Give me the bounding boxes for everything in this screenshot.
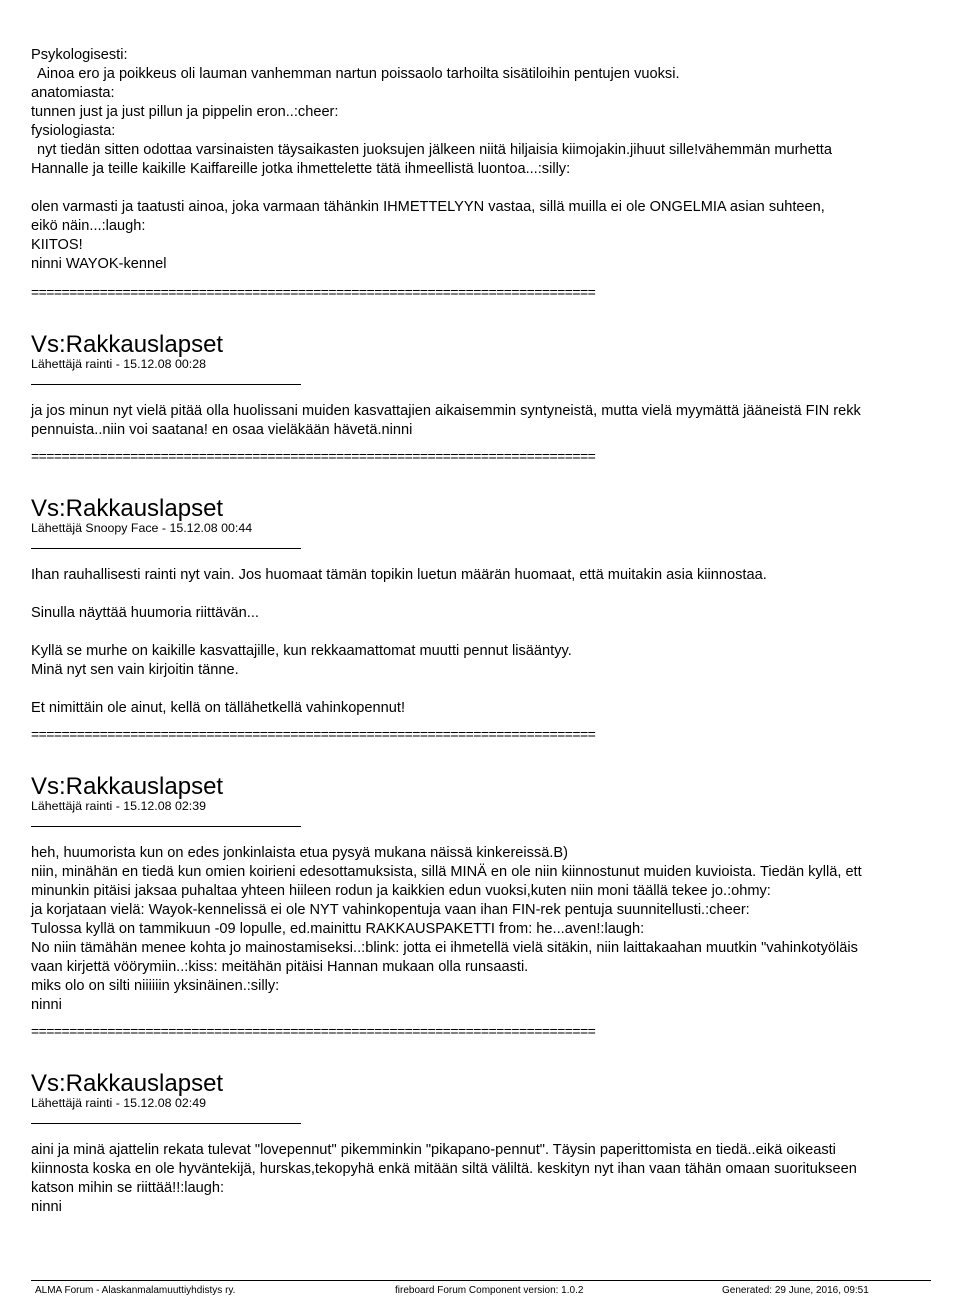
text-line: aini ja minä ajattelin rekata tulevat "lovepennut" pikemminkin "pikapano-pennut". Täysin paperittomista en tiedä..eikä oikeasti (31, 1142, 836, 1158)
text-line: Minä nyt sen vain kirjoitin tänne. (31, 662, 239, 678)
post-body (31, 566, 960, 718)
intro-post-body (31, 46, 960, 274)
text-line: nyt tiedän sitten odottaa varsinaisten täysaikasten juoksujen jälkeen niitä hiljaisia kiimojakin.jihuut sille!vähemmän murhetta (37, 142, 832, 158)
forum-post (31, 331, 960, 440)
text-line: Ainoa ero ja poikkeus oli lauman vanhemman nartun poissaolo tarhoilta sisätiloihin pentujen vuoksi. (37, 66, 680, 82)
blank-line (31, 179, 960, 198)
text-line: ninni (31, 1199, 62, 1215)
text-line: No niin tämähän menee kohta jo mainostamiseksi..:blink: jotta ei ihmetellä vielä sitäkin, niin laittakaahan muutkin "vahinkotyöläis (31, 940, 858, 956)
text-line: kiinnosta koska en ole hyväntekijä, hurskas,tekopyhä enkä mitään siltä väliltä. keskityn nyt ihan vaan tähän omaan suoritukseen (31, 1161, 857, 1177)
text-line: ja korjataan vielä: Wayok-kennelissä ei ole NYT vahinkopentuja vaan ihan FIN-rek pentuja suunnitellusti.:cheer: (31, 902, 750, 918)
text-line: Ihan rauhallisesti rainti nyt vain. Jos huomaat tämän topikin luetun määrän huomaat, että muitakin asia kiinnostaa. (31, 567, 767, 583)
text-line: heh, huumorista kun on edes jonkinlaista etua pysyä mukana näissä kinkereissä.B) (31, 845, 569, 861)
text-line: niin, minähän en tiedä kun omien koirieni edesottamuksista, sillä MINÄ en ole niin kiinnostunut muiden kuvioista. Tiedän kyllä, ett (31, 864, 862, 880)
text-line: miks olo on silti niiiiiin yksinäinen.:silly: (31, 978, 280, 994)
post-title: Vs:Rakkauslapset (31, 773, 224, 800)
post-title-rule (31, 1123, 301, 1124)
forum-post (31, 773, 960, 1015)
post-body (31, 844, 960, 1015)
blank-line (31, 585, 960, 604)
footer-component-version: fireboard Forum Component version: 1.0.2 (395, 1285, 584, 1296)
text-line: eikö näin...:laugh: (31, 218, 146, 234)
post-body (31, 1141, 960, 1217)
forum-post (31, 1070, 960, 1217)
post-title: Vs:Rakkauslapset (31, 1070, 224, 1097)
post-separator: ========================================================================== (31, 726, 596, 742)
post-meta: Lähettäjä rainti - 15.12.08 02:49 (31, 1096, 206, 1110)
post-meta: Lähettäjä rainti - 15.12.08 02:39 (31, 799, 206, 813)
text-line: Kyllä se murhe on kaikille kasvattajille, kun rekkaamattomat muutti pennut lisääntyy. (31, 643, 572, 659)
blank-line (31, 623, 960, 642)
text-line: KIITOS! (31, 237, 83, 253)
footer-generated-date: Generated: 29 June, 2016, 09:51 (722, 1285, 869, 1296)
post-separator: ========================================================================== (31, 448, 596, 464)
post-meta: Lähettäjä Snoopy Face - 15.12.08 00:44 (31, 521, 253, 535)
text-line: ninni WAYOK-kennel (31, 256, 167, 272)
text-line: katson mihin se riittää!!:laugh: (31, 1180, 225, 1196)
post-meta: Lähettäjä rainti - 15.12.08 00:28 (31, 357, 206, 371)
footer-site-name: ALMA Forum - Alaskanmalamuuttiyhdistys ry. (35, 1285, 236, 1296)
text-line: ja jos minun nyt vielä pitää olla huolissani muiden kasvattajien aikaisemmin syntyneistä, mutta vielä myymättä jääneistä FIN rekk (31, 403, 861, 419)
post-title-rule (31, 826, 301, 827)
text-line: pennuista..niin voi saatana! en osaa vieläkään hävetä.ninni (31, 422, 413, 438)
text-line: olen varmasti ja taatusti ainoa, joka varmaan tähänkin IHMETTELYYN vastaa, sillä muilla ei ole ONGELMIA asian suhteen, (31, 199, 825, 215)
text-line: Tulossa kyllä on tammikuun -09 lopulle, ed.mainittu RAKKAUSPAKETTI from: he...aven!:laugh: (31, 921, 645, 937)
forum-print-page (31, 46, 960, 1217)
text-line: Psykologisesti: (31, 47, 128, 63)
text-line: vaan kirjettä vöörymiin..:kiss: meitähän pitäisi Hannan mukaan olla runsaasti. (31, 959, 529, 975)
post-separator: ========================================================================== (31, 284, 596, 300)
text-line: ninni (31, 997, 62, 1013)
post-separator: ========================================================================== (31, 1023, 596, 1039)
blank-line (31, 680, 960, 699)
text-line: Hannalle ja teille kaikille Kaiffareille jotka ihmettelette tätä ihmeellistä luontoa...:silly: (31, 161, 571, 177)
forum-post (31, 495, 960, 718)
text-line: fysiologiasta: (31, 123, 116, 139)
text-line: tunnen just ja just pillun ja pippelin eron..:cheer: (31, 104, 339, 120)
post-title-rule (31, 548, 301, 549)
page-footer (31, 1280, 931, 1298)
text-line: minunkin pitäisi jaksaa puhaltaa yhteen hiileen rodun ja kaikkien edun vuoksi,kuten niin moni täällä tekee jo.:ohmy: (31, 883, 771, 899)
post-title: Vs:Rakkauslapset (31, 495, 224, 522)
text-line: Et nimittäin ole ainut, kellä on tällähetkellä vahinkopennut! (31, 700, 406, 716)
text-line: Sinulla näyttää huumoria riittävän... (31, 605, 259, 621)
post-title-rule (31, 384, 301, 385)
post-body (31, 402, 960, 440)
post-title: Vs:Rakkauslapset (31, 331, 224, 358)
text-line: anatomiasta: (31, 85, 115, 101)
